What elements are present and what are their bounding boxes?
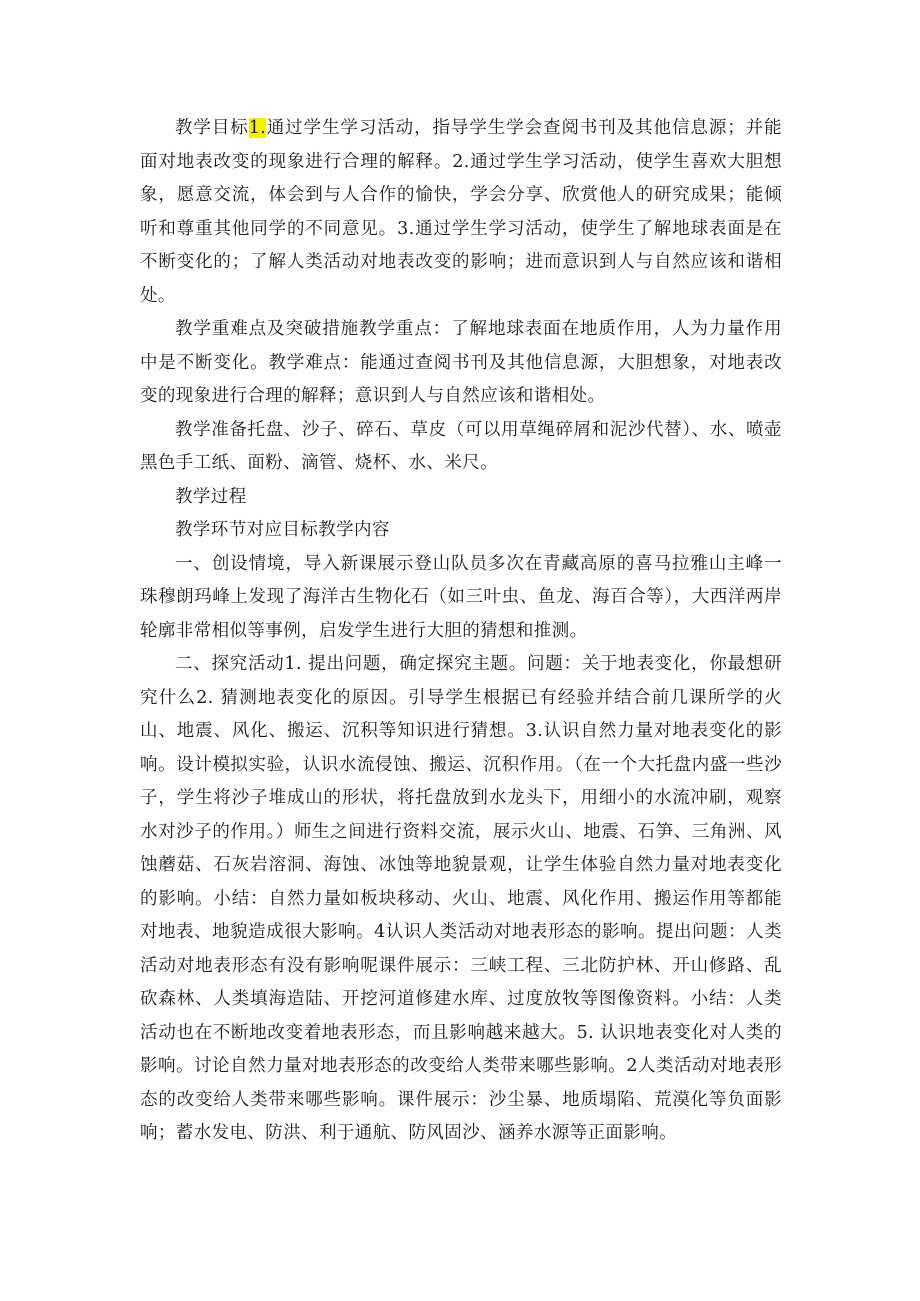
paragraph-teaching-goals: [140, 112, 782, 313]
paragraph-teaching-preparation: 教学准备托盘、沙子、碎石、草皮（可以用草绳碎屑和泥沙代替）、水、喷壶黑色手工纸、面粉、滴管、烧杯、水、米尺。: [140, 419, 782, 473]
paragraph-section-header: 教学环节对应目标教学内容: [175, 520, 390, 540]
paragraph-key-difficulties: 教学重难点及突破措施教学重点：了解地球表面在地质作用，人为力量作用中是不断变化。教学难点：能通过查阅书刊及其他信息源，大胆想象，对地表改变的现象进行合理的解释；意识到人与自然应该和谐相处。: [140, 319, 782, 406]
paragraph-teaching-process: 教学过程: [175, 486, 247, 507]
goals-text: 通过学生学习活动，指导学生学会查阅书刊及其他信息源；并能面对地表改变的现象进行合理的解释。2.通过学生学习活动，使学生喜欢大胆想象，愿意交流，体会到与人合作的愉快，学会分享、欣赏他人的研究成果；能倾听和尊重其他同学的不同意见。3.通过学生学习活动，使学生了解地球表面是在不断变化的；了解人类活动对地表改变的影响；进而意识到人与自然应该和谐相处。: [140, 118, 782, 306]
paragraph-scenario-intro: 一、创设情境，导入新课展示登山队员多次在青藏高原的喜马拉雅山主峰一珠穆朗玛峰上发现了海洋古生物化石（如三叶虫、鱼龙、海百合等），大西洋两岸轮廓非常相似等事例，启发学生进行大胆的猜想和推测。: [140, 553, 782, 641]
document-body: [140, 112, 782, 1151]
goals-label: 教学目标: [175, 118, 249, 138]
paragraph-exploration-activity: 二、探究活动1. 提出问题，确定探究主题。问题：关于地表变化，你最想研究什么2. 猜测地表变化的原因。引导学生根据已有经验并结合前几课所学的火山、地震、风化、搬运、沉积等知识进行猜想。3.认识自然力量对地表变化的影响。设计模拟实验，认识水流侵蚀、搬运、沉积作用。（在一个大托盘内盛一些沙子，学生将沙子堆成山的形状，将托盘放到水龙头下，用细小的水流冲刷，观察水对沙子的作用。）师生之间进行资料交流，展示火山、地震、石笋、三角洲、风蚀蘑菇、石灰岩溶洞、海蚀、冰蚀等地貌景观，让学生体验自然力量对地表变化的影响。小结：自然力量如板块移动、火山、地震、风化作用、搬运作用等都能对地表、地貌造成很大影响。4认识人类活动对地表形态的影响。提出问题：人类活动对地表形态有没有影响呢课件展示：三峡工程、三北防护林、开山修路、乱砍森林、人类填海造陆、开挖河道修建水库、过度放牧等图像资料。小结：人类活动也在不断地改变着地表形态，而且影响越来越大。5. 认识地表变化对人类的影响。讨论自然力量对地表形态的改变给人类带来哪些影响。2人类活动对地表形态的改变给人类带来哪些影响。课件展示：沙尘暴、地质塌陷、荒漠化等负面影响；蓄水发电、防洪、利于通航、防风固沙、涵养水源等正面影响。: [140, 654, 782, 1143]
highlighted-number: 1.: [248, 118, 267, 138]
